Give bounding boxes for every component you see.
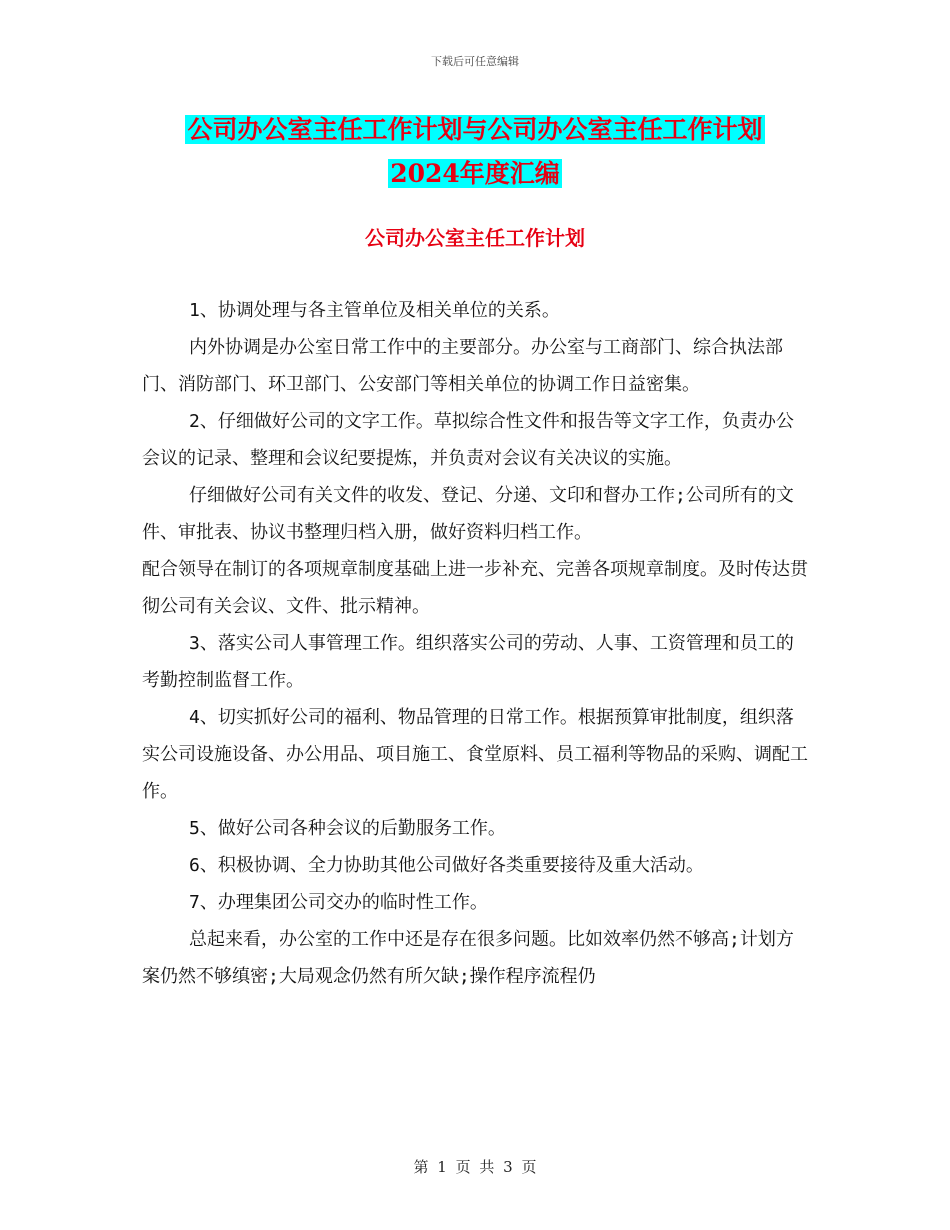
paragraph-item-5: 5、做好公司各种会议的后勤服务工作。 [189,818,506,839]
document-title-line-1 [0,113,950,147]
paragraph-coordination: 内外协调是办公室日常工作中的主要部分。办公室与工商部门、综合执法部门、消防部门、环卫部门、公安部门等相关单位的协调工作日益密集。 [142,337,783,395]
document-title-line-2-text: 2024年度汇编 [390,159,560,188]
paragraph-item-1: 1、协调处理与各主管单位及相关单位的关系。 [189,300,560,321]
paragraph-summary: 总起来看，办公室的工作中还是存在很多问题。比如效率仍然不够高;计划方案仍然不够缜密;大局观念仍然有所欠缺;操作程序流程仍 [142,929,794,987]
paragraph-item-6: 6、积极协调、全力协助其他公司做好各类重要接待及重大活动。 [189,855,704,876]
document-body [142,292,808,995]
paragraph-item-7: 7、办理集团公司交办的临时性工作。 [189,892,488,913]
document-title-line-1-text: 公司办公室主任工作计划与公司办公室主任工作计划 [187,115,763,144]
section-title: 公司办公室主任工作计划 [365,226,585,250]
paragraph-regulations: 配合领导在制订的各项规章制度基础上进一步补充、完善各项规章制度。及时传达贯彻公司有关会议、文件、批示精神。 [142,559,808,617]
paragraph-documents: 仔细做好公司有关文件的收发、登记、分递、文印和督办工作;公司所有的文件、审批表、协议书整理归档入册，做好资料归档工作。 [142,485,794,543]
header-note: 下载后可任意编辑 [431,55,519,68]
page-footer: 第 1 页 共 3 页 [413,1158,537,1176]
paragraph-item-3: 3、落实公司人事管理工作。组织落实公司的劳动、人事、工资管理和员工的考勤控制监督工作。 [142,633,794,691]
paragraph-item-4: 4、切实抓好公司的福利、物品管理的日常工作。根据预算审批制度，组织落实公司设施设备、办公用品、项目施工、食堂原料、员工福利等物品的采购、调配工作。 [142,707,808,802]
document-title-line-2 [0,157,950,191]
paragraph-item-2: 2、仔细做好公司的文字工作。草拟综合性文件和报告等文字工作，负责办公会议的记录、整理和会议纪要提炼，并负责对会议有关决议的实施。 [142,411,794,469]
